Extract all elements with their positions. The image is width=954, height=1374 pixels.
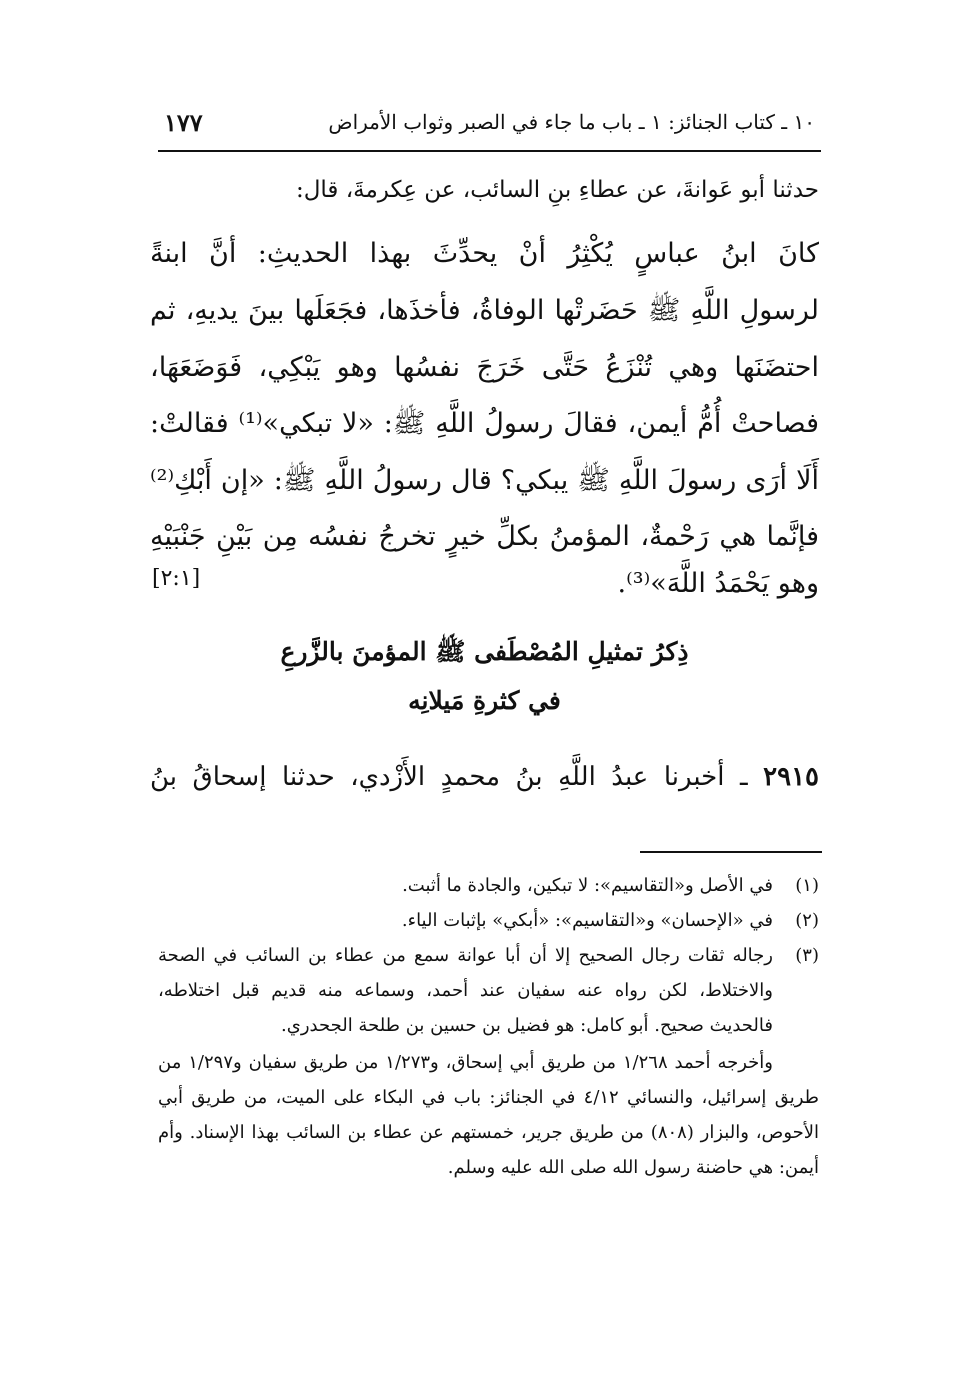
- footnote-text: في الأصل و«التقاسيم»: لا تبكين، والجادة ما أثبت.: [402, 875, 773, 896]
- footnote-item: [158, 938, 819, 1043]
- hadith-text-line: لرسولِ اللَّهِ ﷺ حَضَرتْها الوفاةُ، فأخذَها، فجَعَلَها بينَ يديهِ، ثم: [150, 295, 819, 326]
- page-number: ١٧٧: [164, 108, 203, 137]
- footnote-text: رجاله ثقات رجال الصحيح إلا أن أبا عوانة سمع من عطاء بن السائب في الصحة والاختلاط، لكن رواه عنه سفيان عند أحمد، وسماعه منه قديم قبل اختلاطه، فالحديث صحيح. أبو كامل: هو فضيل بن حسين بن طلحة الجحدري.: [158, 945, 773, 1036]
- section-heading-line-1: ذِكرُ تمثيلِ المُصْطَفى ﷺ المؤمنَ بالزَّرعِ: [280, 637, 689, 666]
- footnote-item: [158, 868, 819, 903]
- footnote-continuation: وأخرجه أحمد ١/٢٦٨ من طريق أبي إسحاق، و١/٢٧٣ من طريق سفيان و١/٢٩٧ من طريق إسرائيل، والنسائي ٤/١٢ في الجنائز: باب في البكاء على الميت، من طريق أبي الأحوص، والبزار (٨٠٨) من طريق جرير، خمستهم عن عطاء بن السائب بهذا الإسناد. وأم أيمن: هي حاضنة رسول الله صلى الله عليه وسلم.: [158, 1052, 820, 1178]
- running-header-title: ١٠ ـ كتاب الجنائز: ١ ـ باب ما جاء في الصبر وثواب الأمراض: [328, 110, 815, 134]
- next-hadith-opening: [150, 752, 819, 802]
- hadith-text-line: وهو يَحْمَدُ اللَّهَ»⁽³⁾.: [617, 568, 819, 599]
- next-hadith-text: ـ أخبرنا عبدُ اللَّهِ بنُ محمدٍ الأَزْدي، حدثنا إسحاقُ بنُ: [150, 762, 748, 792]
- footnote-divider: [640, 851, 822, 853]
- header-divider: [158, 150, 821, 152]
- footnote-number: (١): [795, 875, 819, 896]
- footnote-item: [158, 903, 819, 938]
- section-heading-line-2: في كثرةِ مَيلانِه: [408, 686, 561, 715]
- reference-tag: [٢:١]: [152, 566, 201, 591]
- hadith-text-line: فإنَّما هي رَحْمةٌ، المؤمنُ بكلِّ خيرٍ تخرجُ نفسُه مِن بَيْنِ جَنْبَيْهِ: [150, 521, 819, 552]
- footnote-number: (٣): [795, 945, 819, 966]
- hadith-text-line: فصاحتْ أُمُّ أيمن، فقالَ رسولُ اللَّهِ ﷺ: «لا تبكي»⁽¹⁾ فقالتْ:: [150, 408, 819, 439]
- footnote-number: (٢): [795, 910, 819, 931]
- hadith-text-line: أَلَا أرَى رسولَ اللَّهِ ﷺ يبكي؟ قال رسولُ اللَّهِ ﷺ: «إن أَبْكِ⁽²⁾: [150, 465, 819, 496]
- footnotes: [158, 868, 819, 1185]
- running-header: [158, 104, 821, 148]
- hadith-number: ٢٩١٥: [763, 762, 820, 792]
- hadith-text-line: احتضَنَها وهي تُنْزَعُ حَتَّى خَرَجَ نفسُها وهو يَبْكِي، فَوَضَعَهَا،: [150, 352, 819, 383]
- hadith-text-line: كانَ ابنُ عباسٍ يُكْثِرُ أنْ يحدِّثَ بهذا الحديثِ: أنَّ ابنةً: [150, 238, 819, 269]
- footnote-text: في «الإحسان» و«التقاسيم»: «أبكي» بإثبات الياء.: [401, 910, 773, 931]
- isnad-line: حدثنا أبو عَوانةَ، عن عطاءِ بنِ السائب، عن عِكرمةَ، قال:: [295, 177, 819, 203]
